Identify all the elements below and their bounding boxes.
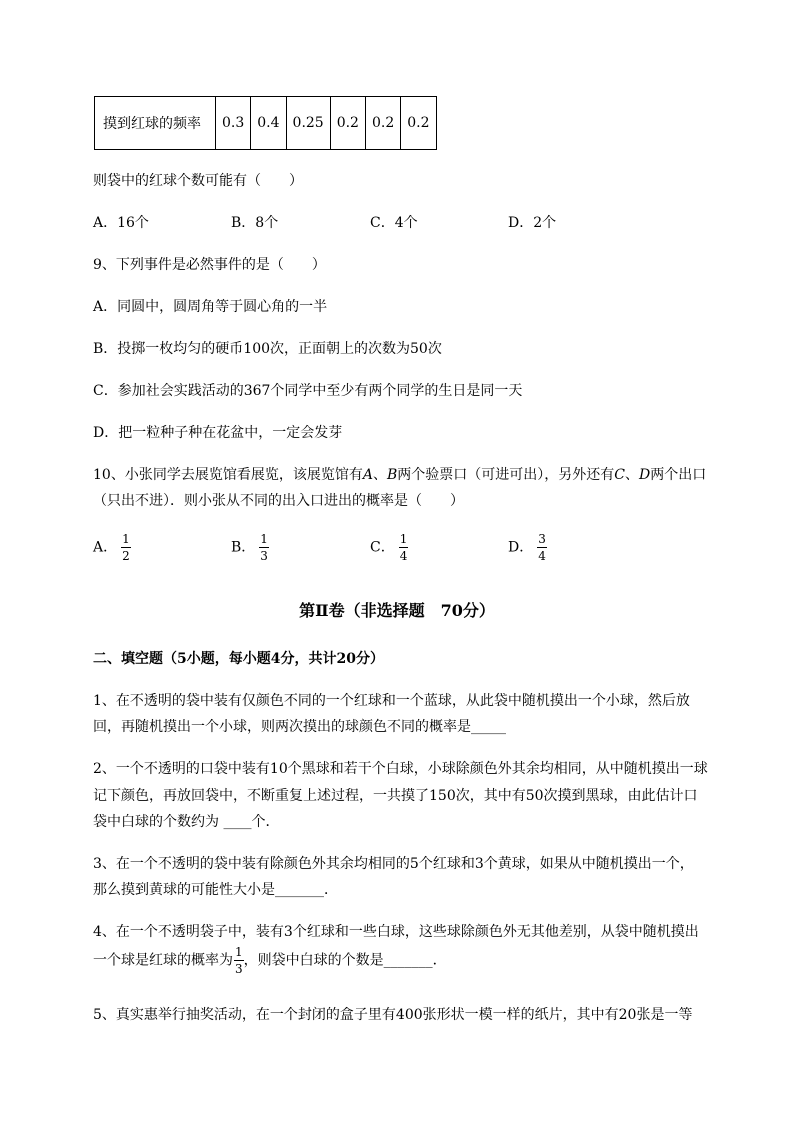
q10-option-d [508,533,547,562]
q8-option-a: A．16个 [93,215,149,231]
fill-q5-line1: 5、真实惠举行抽奖活动，在一个封闭的盒子里有400张形状一模一样的纸片，其中有20张是一等 [93,1007,693,1023]
table-cell: 0.4 [251,97,286,150]
q10-stem-line1 [93,464,706,484]
q9-option-c: C．参加社会实践活动的367个同学中至少有两个同学的生日是同一天 [93,383,523,399]
fill-q4-text: 一个球是红球的概率为 [93,952,233,969]
fraction-denominator: 3 [260,549,268,563]
q10-stem-text: 两个出口 [650,467,707,483]
q8-stem: 则袋中的红球个数可能有（ ） [93,173,303,189]
q10-option-b [231,533,269,562]
q10-var-c: C [614,467,625,483]
q10-sep: 、 [624,467,639,483]
fraction-denominator: 2 [122,549,130,563]
fill-q4-text: ，则袋中白球的个数是_______． [243,952,447,969]
option-label: A． [93,539,118,556]
fill-q3-line1: 3、在一个不透明的袋中装有除颜色外其余均相同的5个红球和3个黄球，如果从中随机摸出一个， [93,856,694,872]
option-label: D． [508,539,534,556]
fraction [259,533,269,562]
fraction-numerator: 3 [538,532,546,546]
fill-q3-line2: 那么摸到黄球的可能性大小是_______． [93,882,338,898]
table-cell: 0.2 [365,97,400,150]
fraction [537,533,547,562]
q10-sep: 、 [372,467,387,483]
q9-option-b: B．投掷一枚均匀的硬币100次，正面朝上的次数为50次 [93,341,442,357]
fraction-numerator: 1 [235,945,243,959]
fraction-denominator: 3 [235,962,243,976]
table-cell: 0.2 [330,97,365,150]
q10-option-c [370,533,408,562]
q10-var-b: B [386,467,398,483]
option-label: C． [370,539,395,556]
fill-q2-line3: 袋中白球的个数约为 ____个． [93,814,280,830]
q10-stem-text: 两个验票口（可进可出），另外还有 [397,467,615,483]
table-cell: 0.2 [401,97,436,150]
fraction-numerator: 1 [399,532,408,546]
fraction-denominator: 4 [399,549,408,563]
fill-q1-line1: 1、在不透明的袋中装有仅颜色不同的一个红球和一个蓝球，从此袋中随机摸出一个小球，然后放 [93,693,690,709]
fill-q2-line2: 记下颜色，再放回袋中，不断重复上述过程，一共摸了150次，其中有50次摸到黑球，由此估计口 [93,788,698,804]
fraction [234,946,244,975]
q8-option-d: D．2个 [508,215,557,231]
fraction [121,533,131,562]
section2-heading: 二、填空题（5小题，每小题4分，共计20分） [93,651,384,667]
fraction-denominator: 4 [538,549,546,563]
table-header-cell: 摸到红球的频率 [95,97,216,150]
fill-q4-line2 [93,946,447,975]
q10-stem-line2: （只出不进）．则小张从不同的出入口进出的概率是（ ） [93,493,464,509]
q10-stem-text: 10、小张同学去展览馆看展览，该展览馆有 [93,467,363,483]
q8-option-b: B．8个 [231,215,279,231]
q10-var-a: A [362,467,373,483]
q9-option-a: A．同圆中，圆周角等于圆心角的一半 [93,299,328,315]
q9-option-d: D．把一粒种子种在花盆中，一定会发芽 [93,425,343,441]
fraction-numerator: 1 [122,532,130,546]
fill-q1-line2: 回，再随机摸出一个小球，则两次摸出的球颜色不同的概率是_____ [93,719,506,735]
q9-stem: 9、下列事件是必然事件的是（ ） [93,257,326,273]
table-row [95,97,437,150]
option-label: B． [231,539,256,556]
q10-option-a [93,533,131,562]
fraction [399,533,409,562]
fraction-numerator: 1 [260,532,268,546]
q8-option-c: C．4个 [370,215,418,231]
table-cell: 0.3 [216,97,251,150]
q10-var-d: D [638,467,651,483]
fill-q4-line1: 4、在一个不透明袋子中，装有3个红球和一些白球，这些球除颜色外无其他差别，从袋中随机摸出 [93,924,699,940]
table-cell: 0.25 [286,97,330,150]
section-title: 第Ⅱ卷（非选择题 70分） [299,601,495,620]
fill-q2-line1: 2、一个不透明的口袋中装有10个黑球和若干个白球，小球除颜色外其余均相同，从中随机摸出一球 [93,761,708,777]
frequency-table [94,96,437,150]
